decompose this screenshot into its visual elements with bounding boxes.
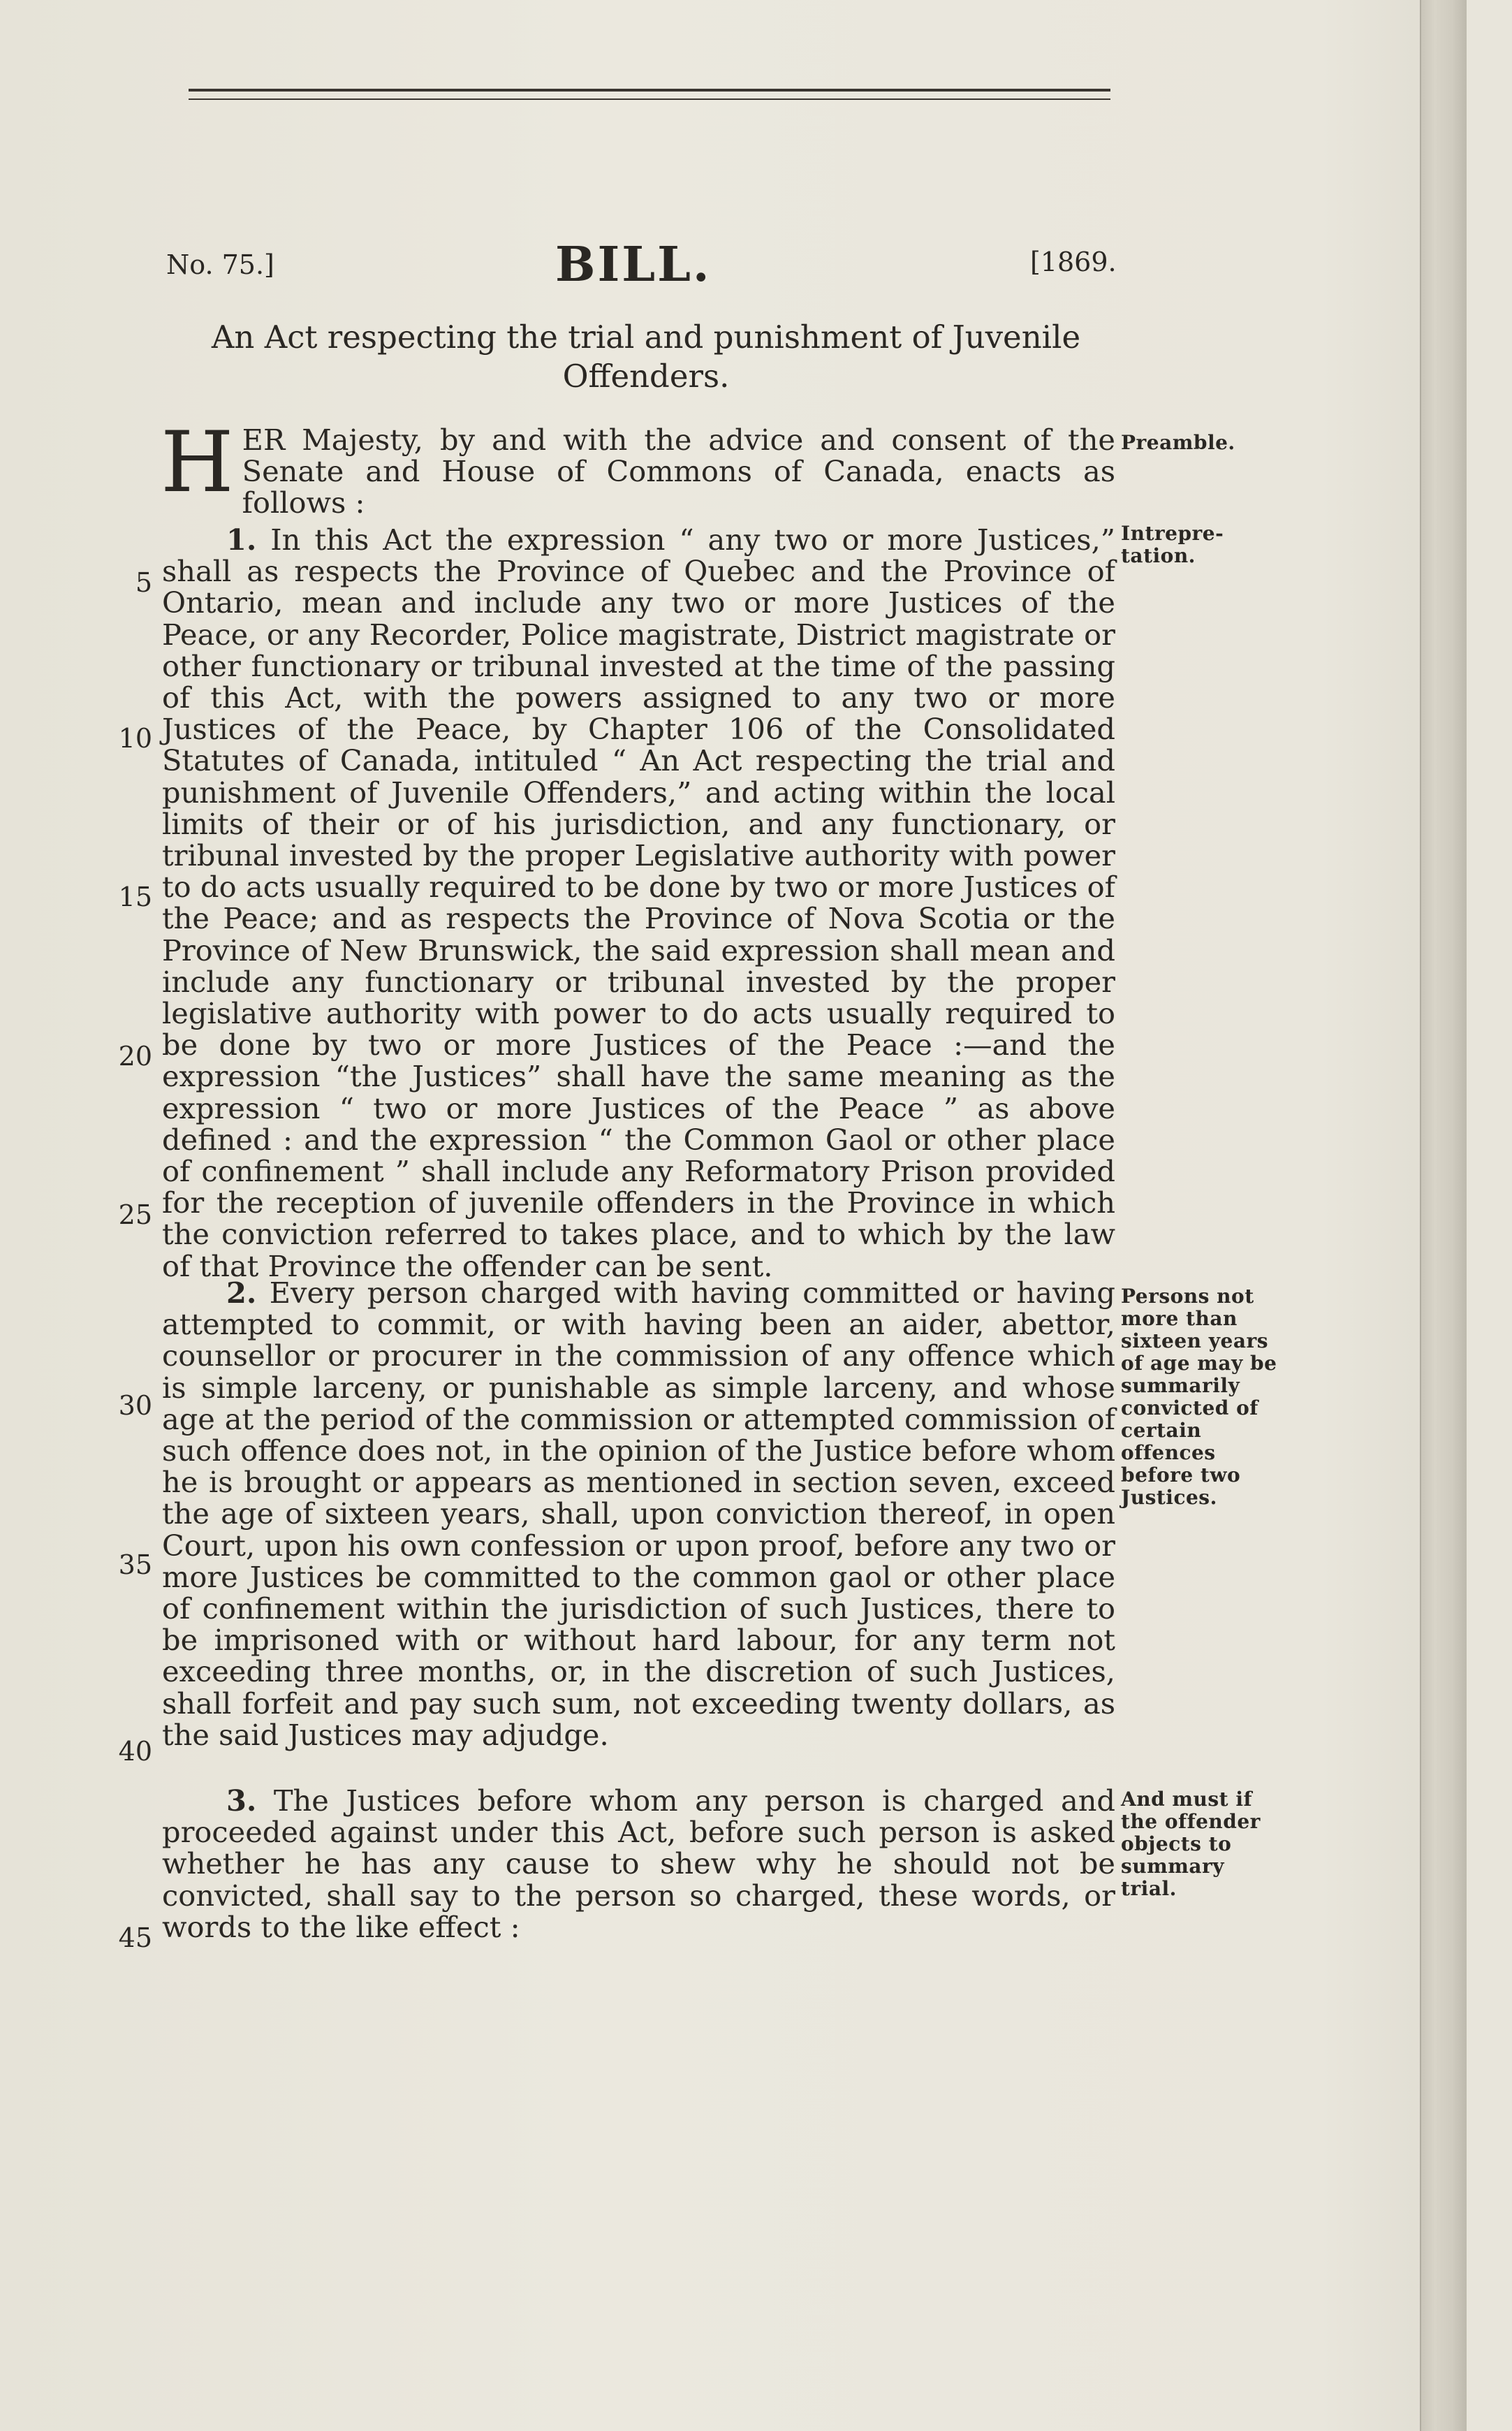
line-number: 20 xyxy=(118,1041,152,1072)
line-number: 40 xyxy=(118,1736,152,1767)
margin-note-preamble: Preamble. xyxy=(1121,431,1235,454)
line-number: 35 xyxy=(118,1549,152,1580)
act-title: An Act respecting the trial and punishment of Juvenile Offenders. xyxy=(211,319,1081,395)
margin-note-section-3: And must if the offender objects to summary trial. xyxy=(1121,1788,1261,1900)
section-2-number: 2. xyxy=(226,1276,257,1310)
preamble-text: ER Majesty, by and with the advice and consent of the Senate and House of Commons of Canada, enacts as follows : xyxy=(242,423,1115,520)
section-3 xyxy=(162,1785,1115,1943)
section-1-number: 1. xyxy=(226,523,257,557)
section-3-number: 3. xyxy=(226,1783,257,1818)
bill-year: [1869. xyxy=(1030,247,1117,277)
bill-heading: BILL. xyxy=(555,237,712,293)
margin-note-section-2: Persons not more than sixteen years of age may be summarily convicted of certain offences before two Justices. xyxy=(1121,1285,1277,1509)
bill-number: No. 75.] xyxy=(166,249,274,280)
page-edge xyxy=(1420,0,1467,2431)
section-2 xyxy=(162,1277,1115,1751)
line-number: 10 xyxy=(118,723,152,754)
section-2-text: Every person charged with having committed or having attempted to commit, or with having been an aider, abettor, counsellor or procurer in the commission of any offence which is simple larceny, or punishable as simple larceny, and whose age at the period of the commission or attempted commission of such offence does not, in the opinion of the Justice before whom he is brought or appears as mentioned in section seven, exceed the age of sixteen years, shall, upon conviction thereof, in open Court, upon his own confession or upon proof, before any two or more Justices be committed to the common gaol or other place of confinement within the jurisdiction of such Justices, there to be imprisoned with or without hard labour, for any term not exceeding three months, or, in the discretion of such Justices, shall forfeit and pay such sum, not exceeding twenty dollars, as the said Justices may adjudge. xyxy=(162,1276,1115,1752)
margin-note-interpretation: Intrepre-tation. xyxy=(1121,522,1224,567)
line-number: 30 xyxy=(118,1390,152,1421)
preamble xyxy=(161,414,1115,520)
section-3-text: The Justices before whom any person is charged and proceeded against under this Act, before such person is asked whether he has any cause to shew why he should not be convicted, shall say to the person so charged, these words, or words to the like effect : xyxy=(162,1783,1115,1944)
line-number: 15 xyxy=(118,882,152,912)
header xyxy=(0,237,1467,297)
section-1-text: In this Act the expression “ any two or more Justices,” shall as respects the Province of Quebec and the Province of Ontario, mean and include any two or more Justices of the Peace, or any Recorder, Police magistrate, District magistrate or other functionary or tribunal invested at the time of the passing of this Act, with the powers assigned to any two or more Justices of the Peace, by Chapter 106 of the Consolidated Statutes of Canada, intituled “ An Act respecting the trial and punishment of Juvenile Offenders,” and acting within the local limits of their or of his jurisdiction, and any functionary, or tribunal invested by the proper Legislative authority with power to do acts usually required to be done by two or more Justices of the Peace; and as respects the Province of Nova Scotia or the Province of New Brunswick, the said expression shall mean and include any functionary or tribunal invested by the proper legislative authority with power to do acts usually required to be done by two or more Justices of the Peace :—and the expression “the Justices” shall have the same meaning as the expression “ two or more Justices of the Peace ” as above defined : and the expression “ the Common Gaol or other place of confinement ” shall include any Reformatory Prison provided for the reception of juvenile offenders in the Province in which the conviction referred to takes place, and to which by the law of that Province the offender can be sent. xyxy=(162,523,1115,1283)
top-rule xyxy=(189,89,1110,100)
dropcap: H xyxy=(161,414,234,511)
line-number: 5 xyxy=(135,567,152,598)
section-1 xyxy=(162,524,1115,1282)
line-number: 45 xyxy=(118,1922,152,1953)
line-number: 25 xyxy=(118,1199,152,1230)
